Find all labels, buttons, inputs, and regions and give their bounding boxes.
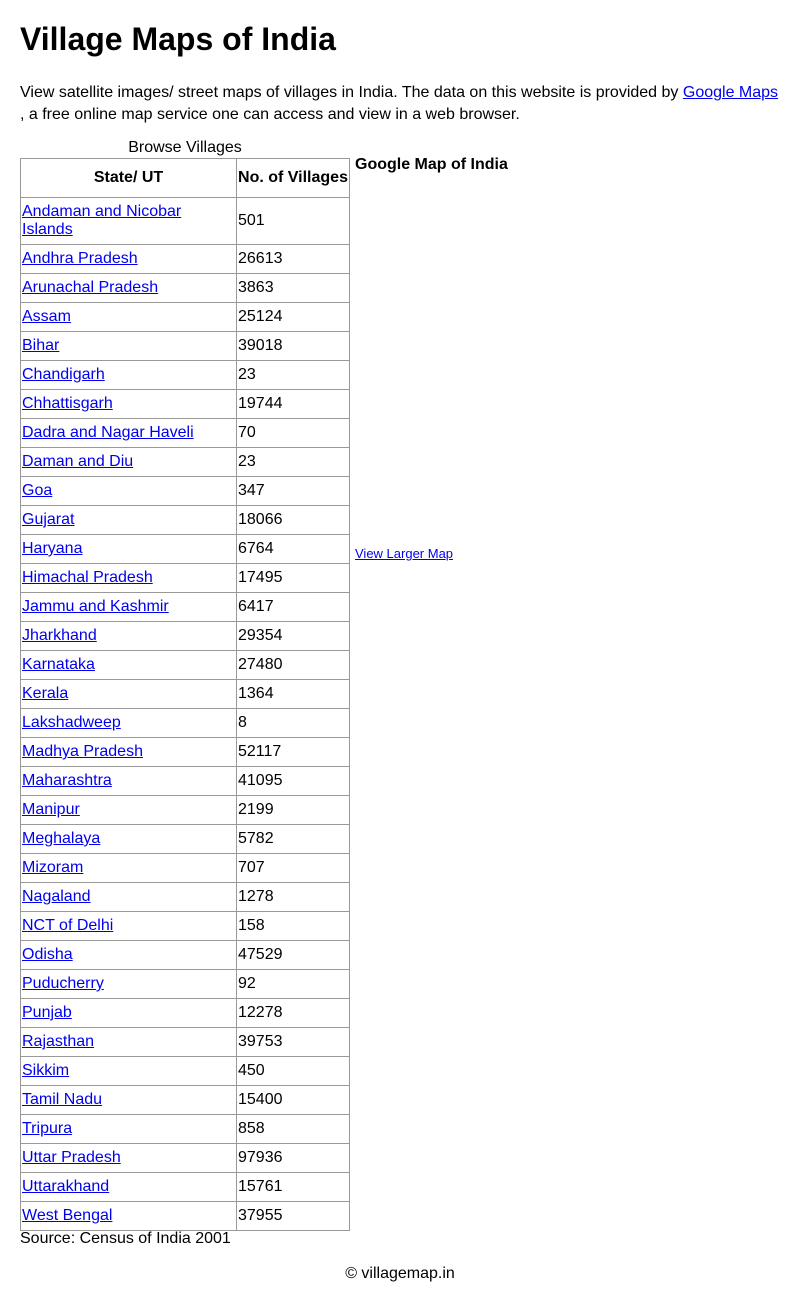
table-row (21, 303, 350, 332)
village-count: 18066 (237, 506, 350, 535)
state-cell (21, 1115, 237, 1144)
source-note: Source: Census of India 2001 (20, 1230, 231, 1247)
village-count: 23 (237, 448, 350, 477)
header-state: State/ UT (21, 159, 237, 198)
table-row (21, 883, 350, 912)
state-cell (21, 1086, 237, 1115)
table-row (21, 274, 350, 303)
village-count: 6764 (237, 535, 350, 564)
state-cell (21, 709, 237, 738)
table-row (21, 245, 350, 274)
village-count: 25124 (237, 303, 350, 332)
village-count: 347 (237, 477, 350, 506)
state-cell (21, 274, 237, 303)
village-count: 858 (237, 1115, 350, 1144)
state-link[interactable]: Lakshadweep (22, 714, 121, 731)
state-cell (21, 1057, 237, 1086)
state-link[interactable]: Manipur (22, 801, 80, 818)
table-row (21, 332, 350, 361)
table-row (21, 738, 350, 767)
village-count: 501 (237, 198, 350, 245)
page-title: Village Maps of India (20, 21, 336, 57)
state-cell (21, 477, 237, 506)
state-cell (21, 738, 237, 767)
state-link[interactable]: Tamil Nadu (22, 1091, 103, 1108)
table-row (21, 535, 350, 564)
village-count: 39753 (237, 1028, 350, 1057)
state-link[interactable]: Uttar Pradesh (22, 1149, 121, 1166)
state-cell (21, 622, 237, 651)
village-count: 15761 (237, 1173, 350, 1202)
village-count: 19744 (237, 390, 350, 419)
state-link[interactable]: Puducherry (22, 975, 104, 992)
village-count: 97936 (237, 1144, 350, 1173)
table-row (21, 1115, 350, 1144)
table-header-row (21, 159, 350, 198)
state-cell (21, 593, 237, 622)
state-link[interactable]: Uttarakhand (22, 1178, 110, 1195)
table-row (21, 651, 350, 680)
table-row (21, 796, 350, 825)
village-count: 52117 (237, 738, 350, 767)
state-cell (21, 361, 237, 390)
village-count: 39018 (237, 332, 350, 361)
state-link[interactable]: Sikkim (22, 1062, 70, 1079)
table-row (21, 1202, 350, 1231)
state-cell (21, 767, 237, 796)
table-row (21, 506, 350, 535)
state-link[interactable]: Arunachal Pradesh (22, 279, 159, 296)
table-body (21, 198, 350, 1231)
state-cell (21, 303, 237, 332)
village-count: 70 (237, 419, 350, 448)
state-link[interactable]: Karnataka (22, 656, 95, 673)
village-count: 37955 (237, 1202, 350, 1231)
village-count: 17495 (237, 564, 350, 593)
state-cell (21, 825, 237, 854)
village-count: 2199 (237, 796, 350, 825)
state-cell (21, 419, 237, 448)
state-cell (21, 198, 237, 245)
table-row (21, 767, 350, 796)
table-row (21, 419, 350, 448)
table-row (21, 1144, 350, 1173)
table-row (21, 854, 350, 883)
state-cell (21, 1173, 237, 1202)
state-link[interactable]: Kerala (22, 685, 69, 702)
intro-text-end: , a free online map service one can access and view in a web browser. (20, 106, 520, 123)
table-row (21, 390, 350, 419)
map-heading: Google Map of India (355, 156, 508, 173)
state-link[interactable]: Chhattisgarh (22, 395, 113, 412)
table-row (21, 941, 350, 970)
state-link[interactable]: Nagaland (22, 888, 91, 905)
state-link[interactable]: Odisha (22, 946, 73, 963)
state-link[interactable]: Himachal Pradesh (22, 569, 153, 586)
state-link[interactable]: NCT of Delhi (22, 917, 114, 934)
village-count: 707 (237, 854, 350, 883)
village-count: 27480 (237, 651, 350, 680)
state-link[interactable]: Meghalaya (22, 830, 101, 847)
village-count: 47529 (237, 941, 350, 970)
table-row (21, 448, 350, 477)
village-count: 3863 (237, 274, 350, 303)
state-link[interactable]: Goa (22, 482, 53, 499)
village-count: 29354 (237, 622, 350, 651)
state-cell (21, 1144, 237, 1173)
state-cell (21, 999, 237, 1028)
village-count: 26613 (237, 245, 350, 274)
state-link[interactable]: Rajasthan (22, 1033, 95, 1050)
state-link[interactable]: Andaman and Nicobar Islands (22, 203, 182, 238)
header-villages: No. of Villages (237, 159, 350, 198)
state-link[interactable]: Punjab (22, 1004, 72, 1021)
villages-table (20, 158, 350, 1231)
state-link[interactable]: Andhra Pradesh (22, 250, 138, 267)
state-cell (21, 680, 237, 709)
state-cell (21, 1028, 237, 1057)
state-link[interactable]: Dadra and Nagar Haveli (22, 424, 194, 441)
state-link[interactable]: Jharkhand (22, 627, 97, 644)
table-row (21, 970, 350, 999)
table-caption: Browse Villages (128, 139, 242, 156)
state-link[interactable]: Assam (22, 308, 71, 325)
state-cell (21, 506, 237, 535)
table-row (21, 564, 350, 593)
state-cell (21, 854, 237, 883)
google-maps-link[interactable]: Google Maps (682, 84, 779, 101)
state-link[interactable]: Mizoram (22, 859, 84, 876)
table-row (21, 622, 350, 651)
state-cell (21, 651, 237, 680)
state-cell (21, 970, 237, 999)
intro-paragraph (20, 82, 790, 126)
village-count: 8 (237, 709, 350, 738)
village-count: 15400 (237, 1086, 350, 1115)
state-cell (21, 390, 237, 419)
state-cell (21, 332, 237, 361)
village-count: 450 (237, 1057, 350, 1086)
village-count: 1278 (237, 883, 350, 912)
village-count: 1364 (237, 680, 350, 709)
table-row (21, 1173, 350, 1202)
state-cell (21, 912, 237, 941)
table-row (21, 912, 350, 941)
village-count: 12278 (237, 999, 350, 1028)
state-link[interactable]: West Bengal (22, 1207, 113, 1224)
state-cell (21, 796, 237, 825)
table-row (21, 680, 350, 709)
village-count: 6417 (237, 593, 350, 622)
village-count: 23 (237, 361, 350, 390)
state-cell (21, 448, 237, 477)
table-row (21, 709, 350, 738)
table-row (21, 477, 350, 506)
footer-copyright: © villagemap.in (345, 1265, 455, 1282)
state-link[interactable]: Jammu and Kashmir (22, 598, 169, 615)
table-row (21, 1057, 350, 1086)
state-link[interactable]: Madhya Pradesh (22, 743, 143, 760)
state-link[interactable]: Bihar (22, 337, 60, 354)
state-link[interactable]: Gujarat (22, 511, 75, 528)
intro-text: View satellite images/ street maps of villages in India. The data on this website is provided by (20, 84, 683, 101)
table-row (21, 1086, 350, 1115)
state-cell (21, 245, 237, 274)
state-link[interactable]: Chandigarh (22, 366, 105, 383)
table-row (21, 593, 350, 622)
state-link[interactable]: Haryana (22, 540, 83, 557)
table-row (21, 999, 350, 1028)
state-link[interactable]: Maharashtra (22, 772, 112, 789)
table-row (21, 1028, 350, 1057)
village-count: 92 (237, 970, 350, 999)
village-count: 5782 (237, 825, 350, 854)
state-cell (21, 564, 237, 593)
village-count: 41095 (237, 767, 350, 796)
state-cell (21, 535, 237, 564)
view-larger-map-link[interactable]: View Larger Map (355, 546, 454, 561)
table-row (21, 198, 350, 245)
state-link[interactable]: Daman and Diu (22, 453, 134, 470)
state-link[interactable]: Tripura (22, 1120, 73, 1137)
state-cell (21, 1202, 237, 1231)
table-row (21, 825, 350, 854)
village-count: 158 (237, 912, 350, 941)
table-row (21, 361, 350, 390)
state-cell (21, 941, 237, 970)
state-cell (21, 883, 237, 912)
